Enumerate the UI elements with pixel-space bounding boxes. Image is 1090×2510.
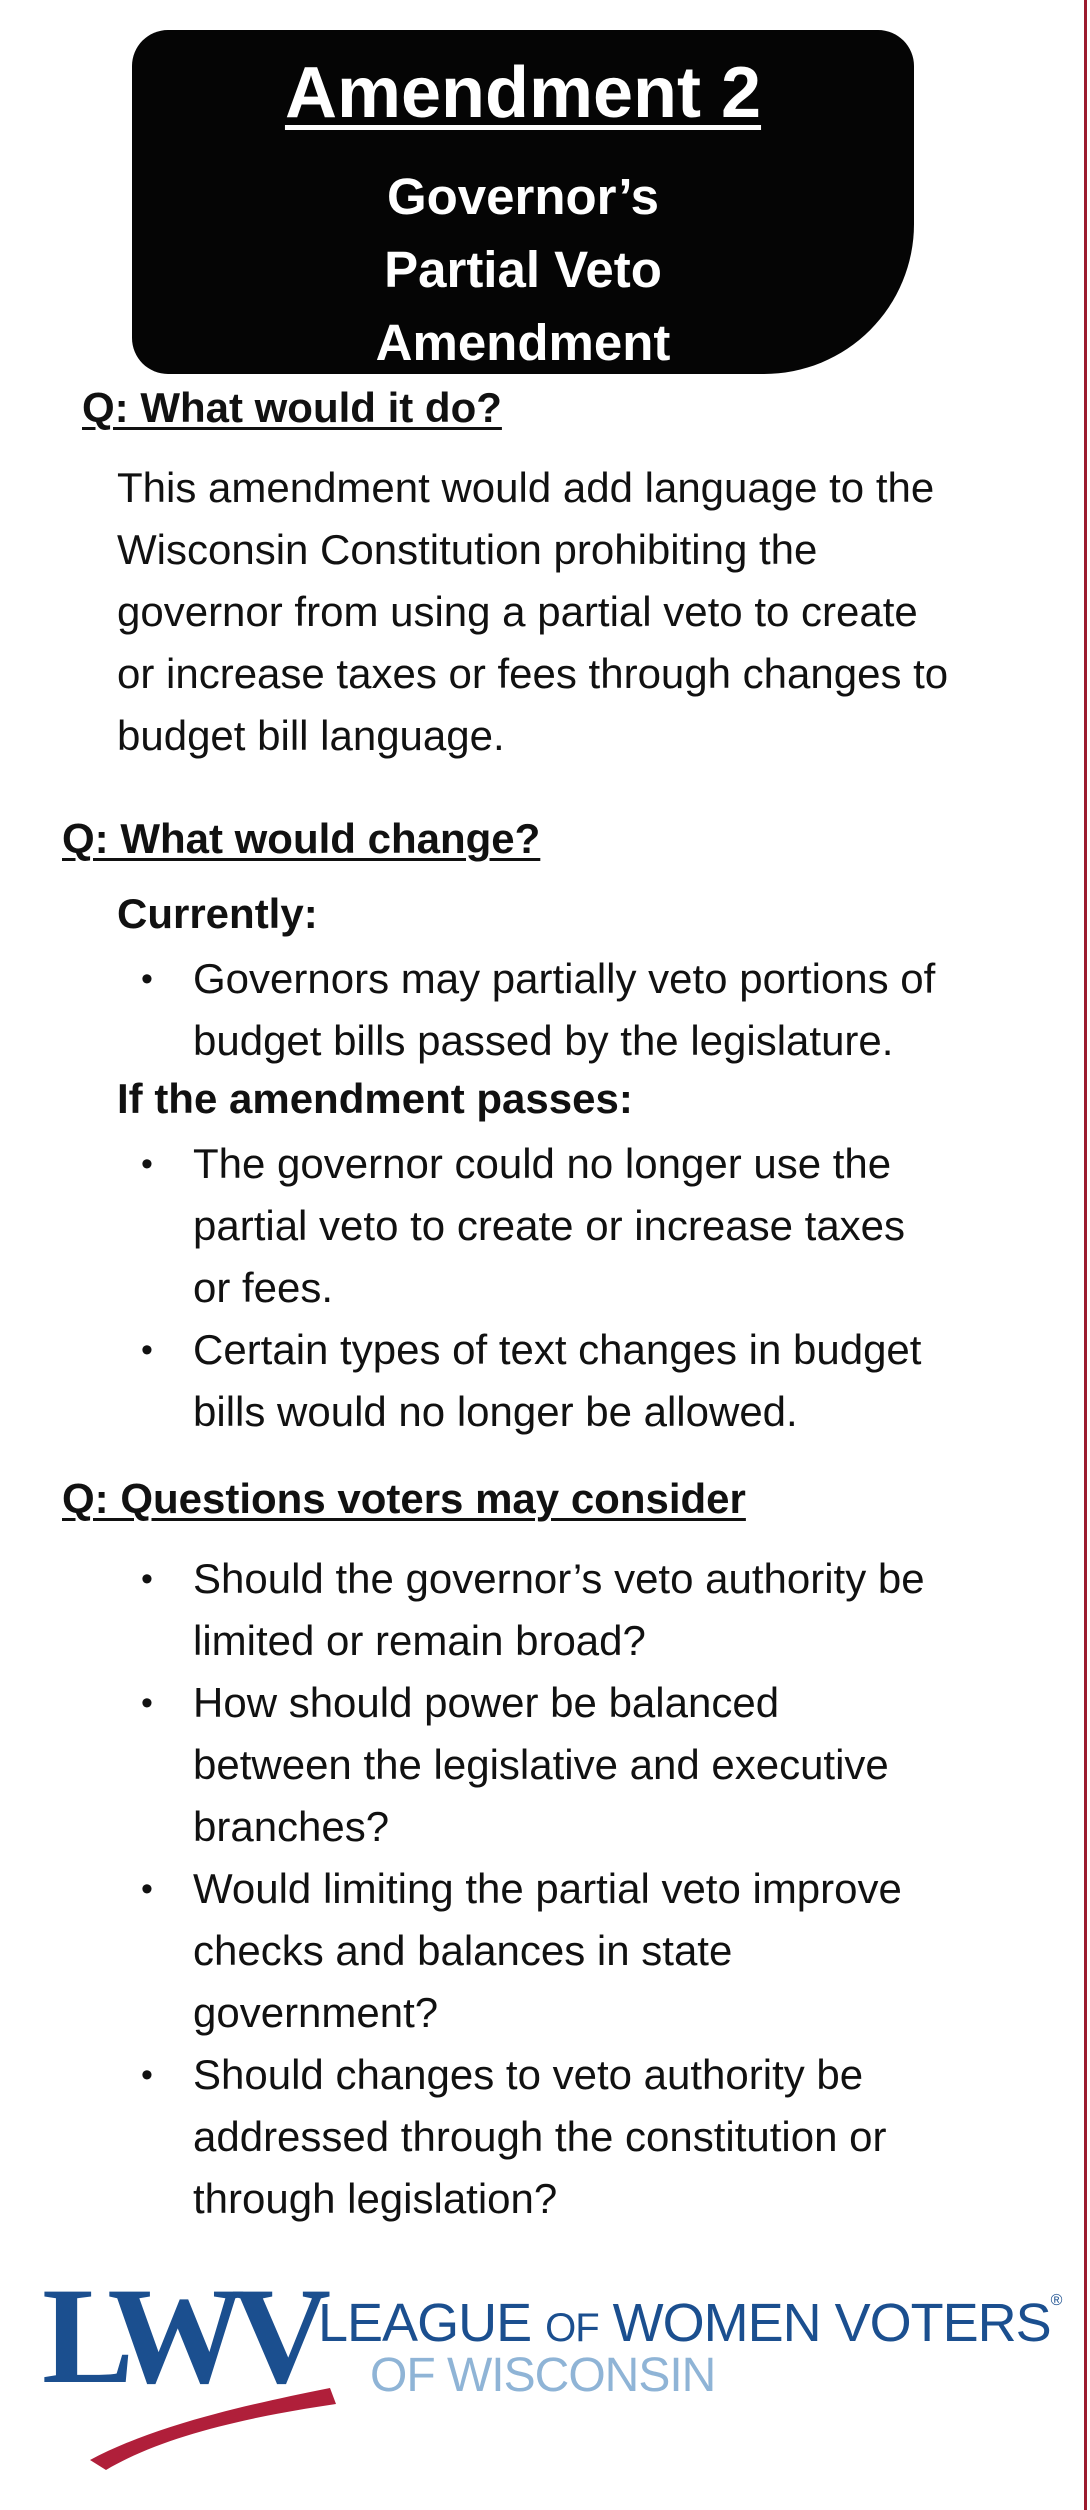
currently-list (117, 948, 1017, 1072)
logo-league-text: LEAGUE (318, 2293, 546, 2353)
list-item (117, 2044, 1017, 2230)
list-item-line: The governor could no longer use the (193, 1140, 892, 1187)
list-item-line: budget bills passed by the legislature. (193, 1017, 894, 1064)
if-passes-label: If the amendment passes: (117, 1075, 633, 1122)
paragraph-line: This amendment would add language to the (117, 464, 935, 511)
list-item (117, 1858, 1017, 2044)
paragraph-line: budget bill language. (117, 712, 505, 759)
list-item-line: limited or remain broad? (193, 1617, 646, 1664)
list-item-line: Certain types of text changes in budget (193, 1326, 922, 1373)
list-item-line: How should power be balanced (193, 1679, 780, 1726)
lwv-mark-icon (40, 2270, 340, 2480)
registered-mark: ® (1050, 2292, 1062, 2309)
amendment-title: Amendment 2 (284, 53, 762, 133)
bullet-icon: • (141, 2056, 153, 2094)
currently-label: Currently: (117, 890, 318, 937)
questions-list (117, 1548, 1017, 2230)
list-item (117, 1548, 1017, 1672)
lwv-wisconsin-logo (40, 2270, 1062, 2480)
list-item-line: checks and balances in state (193, 1927, 733, 1974)
bullet-icon: • (141, 1331, 153, 1369)
logo-line-league (318, 2292, 1061, 2354)
list-item-line: branches? (193, 1803, 390, 1850)
subtitle-line: Partial Veto (384, 241, 662, 298)
bullet-icon: • (141, 1870, 153, 1908)
list-item-line: partial veto to create or increase taxes (193, 1202, 906, 1249)
paragraph-line: governor from using a partial veto to create (117, 588, 918, 635)
bullet-icon: • (141, 1145, 153, 1183)
title-banner (132, 30, 914, 374)
list-item-line: Governors may partially veto portions of (193, 955, 936, 1002)
heading-what-would-it-do: Q: What would it do? (82, 384, 502, 431)
bullet-icon: • (141, 1684, 153, 1722)
list-item (117, 1319, 1017, 1443)
paragraph-line: Wisconsin Constitution prohibiting the (117, 526, 818, 573)
subtitle-line: Amendment (375, 314, 671, 371)
subtitle-line: Governor’s (386, 168, 660, 225)
heading-what-would-change: Q: What would change? (62, 815, 541, 862)
list-item-line: through legislation? (193, 2175, 558, 2222)
bullet-icon: • (141, 960, 153, 998)
list-item (117, 1672, 1017, 1858)
right-edge-rule (1084, 0, 1087, 2510)
heading-questions-voters-may-consider: Q: Questions voters may consider (62, 1475, 746, 1522)
list-item-line: addressed through the constitution or (193, 2113, 887, 2160)
what-it-does-paragraph (117, 457, 1027, 767)
list-item (117, 948, 1017, 1072)
bullet-icon: • (141, 1560, 153, 1598)
amendment-subtitle (132, 160, 914, 379)
paragraph-line: or increase taxes or fees through changes to (117, 650, 949, 697)
logo-line-wisconsin: OF WISCONSIN (370, 2349, 716, 2402)
list-item-line: Should the governor’s veto authority be (193, 1555, 925, 1602)
list-item-line: government? (193, 1989, 439, 2036)
list-item-line: or fees. (193, 1264, 334, 1311)
list-item-line: Would limiting the partial veto improve (193, 1865, 902, 1912)
logo-women-voters-text: WOMEN VOTERS (598, 2293, 1051, 2353)
list-item-line: Should changes to veto authority be (193, 2051, 864, 2098)
lwv-mark-text: LWV (42, 2270, 318, 2412)
list-item (117, 1133, 1017, 1319)
if-passes-list (117, 1133, 1017, 1443)
list-item-line: between the legislative and executive (193, 1741, 889, 1788)
logo-of-text: OF (545, 2306, 599, 2350)
list-item-line: bills would no longer be allowed. (193, 1388, 798, 1435)
